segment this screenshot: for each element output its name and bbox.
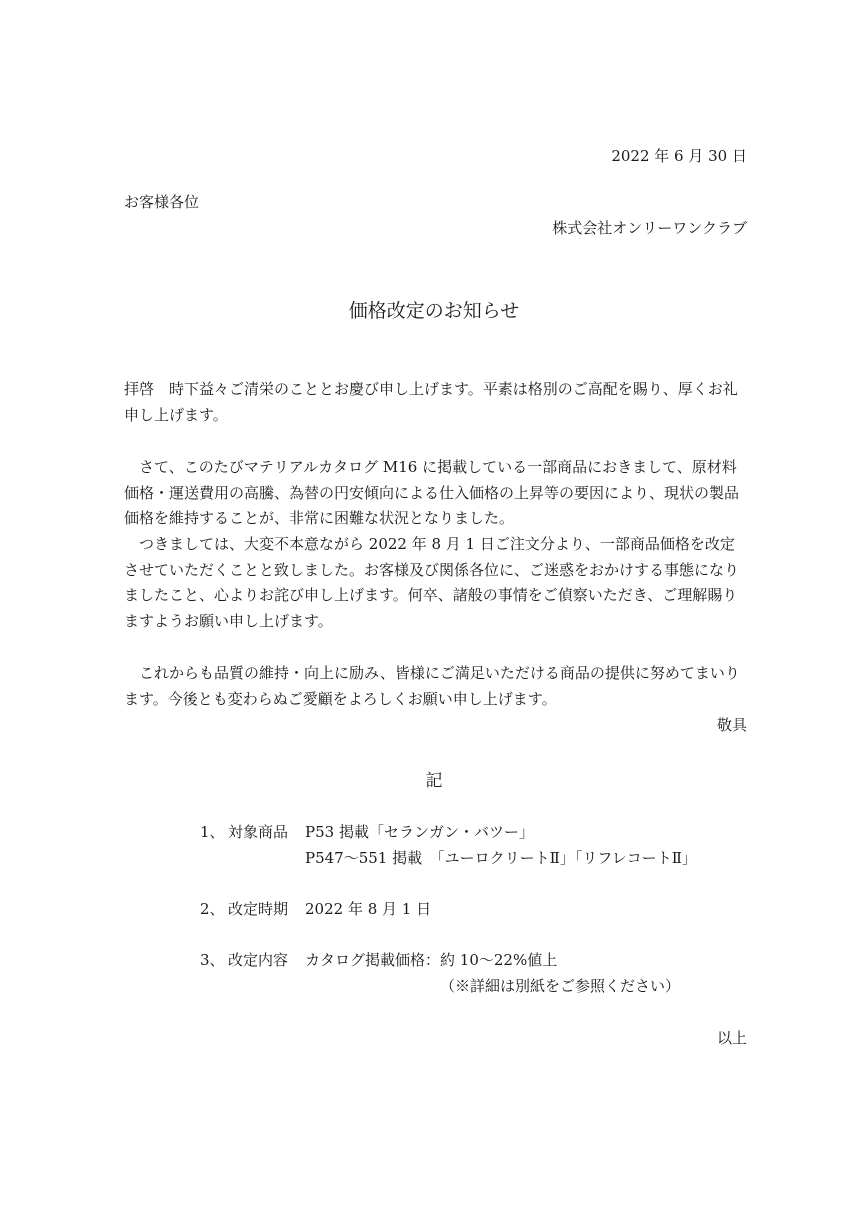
item-value: 2022 年 8 月 1 日 xyxy=(305,900,432,918)
item-value: P547〜551 掲載 「ユーロクリートⅡ」「リフレコートⅡ」 xyxy=(305,849,697,867)
text-line: ましたこと、心よりお詫び申し上げます。何卒、諸般の事情をご偵察いただき、ご理解賜り xyxy=(124,586,738,604)
recipient: お客様各位 xyxy=(124,193,200,211)
item-value: P53 掲載「セランガン・バツー」 xyxy=(305,823,534,841)
end-mark: 以上 xyxy=(716,1029,747,1047)
reason-paragraph xyxy=(124,455,748,532)
closing-paragraph xyxy=(124,661,748,712)
item-number: 3、 xyxy=(200,951,225,969)
item-label: 改定内容 xyxy=(228,951,289,969)
text-line: これからも品質の維持・向上に励み、皆様にご満足いただける商品の提供に努めてまいり xyxy=(124,664,740,682)
text-line: つきましては、大変不本意ながら 2022 年 8 月 1 日ご注文分より、一部商品価格を改定 xyxy=(124,535,735,553)
letter-date: 2022 年 6 月 30 日 xyxy=(611,147,747,165)
text-line: 申し上げます。 xyxy=(124,405,228,424)
document-title: 価格改定のお知らせ xyxy=(348,300,520,322)
item-number: 1、 xyxy=(200,823,225,841)
text-line: ます。今後とも変わらぬご愛顧をよろしくお願い申し上げます。 xyxy=(124,689,557,708)
ki-heading: 記 xyxy=(425,771,443,791)
greeting-paragraph xyxy=(124,377,748,428)
text-line: 拝啓 時下益々ご清栄のこととお慶び申し上げます。平素は格別のご高配を賜り、厚くお礼 xyxy=(124,380,738,398)
item-value: カタログ掲載価格：約 10〜22%値上 xyxy=(305,951,558,969)
closing-word: 敬具 xyxy=(716,716,747,734)
text-line: ますようお願い申し上げます。 xyxy=(124,611,333,630)
text-line: 価格を維持することが、非常に困難な状況となりました。 xyxy=(124,509,515,527)
text-line: さて、このたびマテリアルカタログ M16 に掲載している一部商品におきまして、原材料 xyxy=(124,458,737,476)
announcement-paragraph xyxy=(124,532,748,634)
text-line: 価格・運送費用の高騰、為替の円安傾向による仕入価格の上昇等の要因により、現状の製品 xyxy=(124,483,740,502)
text-line: させていただくことと致しました。お客様及び関係各位に、ご迷惑をおかけする事態になり xyxy=(124,560,740,579)
sender-company: 株式会社オンリーワンクラブ xyxy=(552,219,747,237)
item-label: 対象商品 xyxy=(228,823,289,841)
item-label: 改定時期 xyxy=(228,900,289,918)
item-number: 2、 xyxy=(200,900,225,918)
item-note: （※詳細は別紙をご参照ください） xyxy=(440,977,681,995)
